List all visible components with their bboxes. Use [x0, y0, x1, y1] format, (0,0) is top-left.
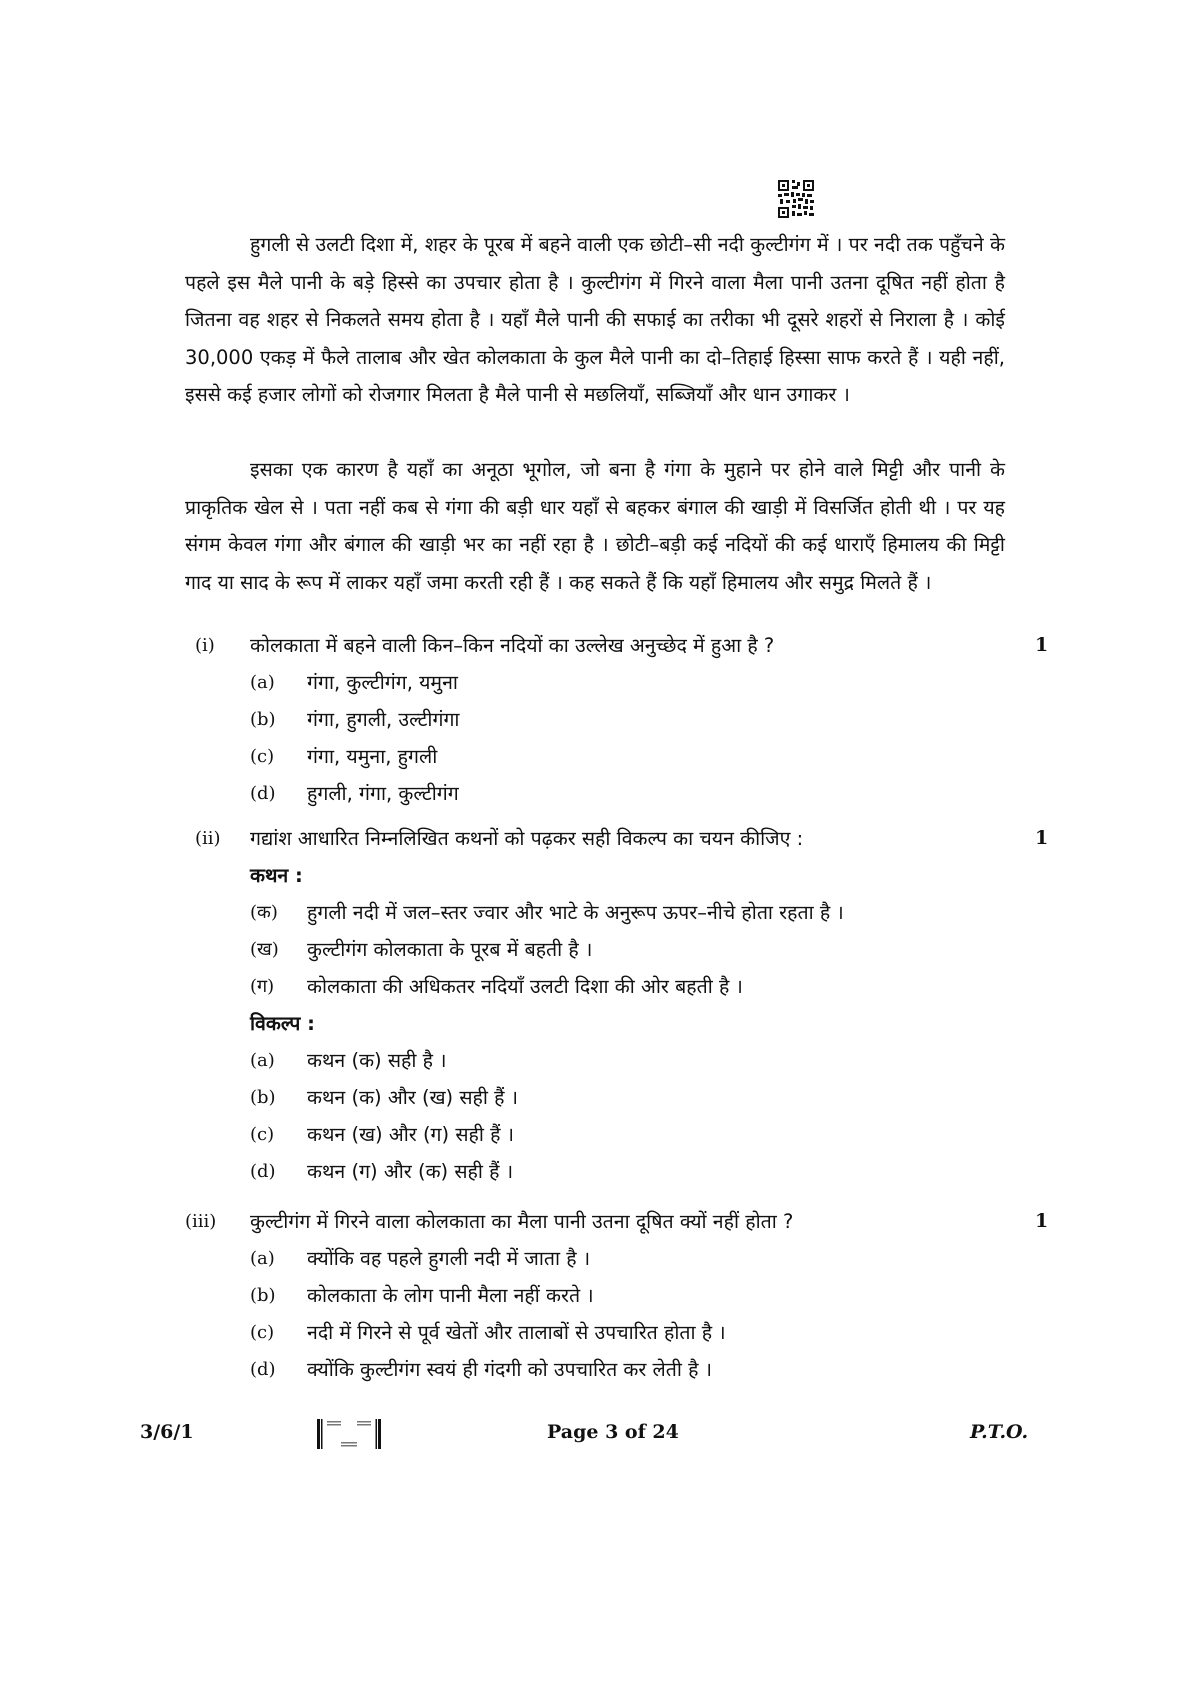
passage-text: इसका एक कारण है यहाँ का अनूठा भूगोल, जो बना है गंगा के मुहाने पर होने वाले मिट्टी और पानी के प्राकृतिक खेल से । पता नहीं कब से गंगा की बड़ी धार यहाँ से बहकर बंगाल की खाड़ी में विसर्जित होती थी । पर यह संगम केवल गंगा और बंगाल की खाड़ी भर का नहीं रहा है । छोटी–बड़ी कई नदियों की कई धाराएँ हिमालय की मिट्टी गाद या साद के रूप में लाकर यहाँ जमा करती रही हैं । कह सकते हैं कि यहाँ हिमालय और समुद्र मिलते हैं । [185, 458, 1005, 594]
question-number: (ii) [195, 828, 221, 849]
statement-kha [185, 931, 1045, 968]
passage-paragraph-1 [185, 226, 1005, 414]
page-number: Page 3 of 24 [547, 1421, 679, 1443]
option-c[interactable] [185, 1314, 1045, 1351]
option-c[interactable] [185, 738, 1045, 775]
option-text: क्योंकि कुल्टीगंग स्वयं ही गंदगी को उपचारित कर लेती है । [307, 1358, 713, 1381]
option-text: कथन (क) और (ख) सही हैं । [307, 1086, 519, 1109]
question-number: (i) [195, 635, 215, 656]
option-text: कथन (ख) और (ग) सही हैं । [307, 1123, 515, 1146]
question-1 [185, 627, 1049, 812]
qr-code-icon [778, 180, 814, 218]
question-3 [185, 1203, 1049, 1388]
option-text: नदी में गिरने से पूर्व खेतों और तालाबों से उपचारित होता है । [307, 1321, 726, 1344]
passage-paragraph-2 [185, 451, 1005, 601]
statement-label: (क) [250, 902, 278, 923]
option-label: (d) [250, 1161, 276, 1182]
option-b[interactable] [185, 1277, 1045, 1314]
statement-text: कुल्टीगंग कोलकाता के पूरब में बहती है । [307, 938, 593, 961]
paper-code: 3/6/1 [140, 1421, 194, 1443]
statements-heading-row [185, 857, 1045, 894]
option-label: (b) [250, 1285, 276, 1306]
option-label: (b) [250, 709, 276, 730]
option-label: (d) [250, 1359, 276, 1380]
question-stem [185, 820, 1049, 857]
statement-text: कोलकाता की अधिकतर नदियाँ उलटी दिशा की ओर बहती है । [307, 975, 743, 998]
question-marks: 1 [1035, 827, 1049, 849]
question-marks: 1 [1035, 634, 1049, 656]
statements-heading: कथन : [250, 864, 303, 887]
option-text: गंगा, यमुना, हुगली [307, 745, 438, 768]
option-label: (b) [250, 1087, 276, 1108]
question-number: (iii) [185, 1211, 217, 1232]
statement-label: (ग) [250, 976, 275, 997]
statement-ka [185, 894, 1045, 931]
options-heading: विकल्प : [250, 1012, 315, 1035]
statement-text: हुगली नदी में जल–स्तर ज्वार और भाटे के अनुरूप ऊपर–नीचे होता रहता है । [307, 901, 844, 924]
passage-text: हुगली से उलटी दिशा में, शहर के पूरब में बहने वाली एक छोटी–सी नदी कुल्टीगंग में । पर नदी तक पहुँचने के पहले इस मैले पानी के बड़े हिस्से का उपचार होता है । कुल्टीगंग में गिरने वाला मैला पानी उतना दूषित नहीं होता है जितना वह शहर से निकलते समय होता है । यहाँ मैले पानी की सफाई का तरीका भी दूसरे शहरों से निराला है । कोई 30,000 एकड़ में फैले तालाब और खेत कोलकाता के कुल मैले पानी का दो–तिहाई हिस्सा साफ करते हैं । यही नहीं, इससे कई हजार लोगों को रोजगार मिलता है मैले पानी से मछलियाँ, सब्जियाँ और धान उगाकर । [185, 233, 1005, 406]
option-text: गंगा, कुल्टीगंग, यमुना [307, 671, 458, 694]
page-footer [0, 1415, 1190, 1455]
question-stem [185, 1203, 1049, 1240]
question-text: कुल्टीगंग में गिरने वाला कोलकाता का मैला पानी उतना दूषित क्यों नहीं होता ? [250, 1210, 794, 1233]
barcode-icon [317, 1419, 381, 1449]
option-b[interactable] [185, 701, 1045, 738]
option-label: (a) [250, 672, 275, 693]
question-text: कोलकाता में बहने वाली किन–किन नदियों का उल्लेख अनुच्छेद में हुआ है ? [250, 634, 775, 657]
option-label: (c) [250, 1124, 275, 1145]
question-text: गद्यांश आधारित निम्नलिखित कथनों को पढ़कर सही विकल्प का चयन कीजिए : [250, 827, 804, 850]
option-a[interactable] [185, 664, 1045, 701]
please-turn-over: P.T.O. [970, 1421, 1029, 1443]
option-label: (a) [250, 1050, 275, 1071]
option-label: (c) [250, 746, 275, 767]
statement-label: (ख) [250, 939, 279, 960]
question-marks: 1 [1035, 1210, 1049, 1232]
option-text: कोलकाता के लोग पानी मैला नहीं करते । [307, 1284, 594, 1307]
question-stem [185, 627, 1049, 664]
option-a[interactable] [185, 1042, 1045, 1079]
option-d[interactable] [185, 775, 1045, 812]
option-text: कथन (क) सही है । [307, 1049, 447, 1072]
option-label: (a) [250, 1248, 275, 1269]
option-d[interactable] [185, 1153, 1045, 1190]
option-text: कथन (ग) और (क) सही हैं । [307, 1160, 514, 1183]
option-label: (d) [250, 783, 276, 804]
option-a[interactable] [185, 1240, 1045, 1277]
options-heading-row [185, 1005, 1045, 1042]
option-c[interactable] [185, 1116, 1045, 1153]
option-d[interactable] [185, 1351, 1045, 1388]
option-b[interactable] [185, 1079, 1045, 1116]
option-text: गंगा, हुगली, उल्टीगंगा [307, 708, 460, 731]
option-label: (c) [250, 1322, 275, 1343]
statement-ga [185, 968, 1045, 1005]
question-2 [185, 820, 1049, 1190]
option-text: क्योंकि वह पहले हुगली नदी में जाता है । [307, 1247, 591, 1270]
option-text: हुगली, गंगा, कुल्टीगंग [307, 782, 459, 805]
